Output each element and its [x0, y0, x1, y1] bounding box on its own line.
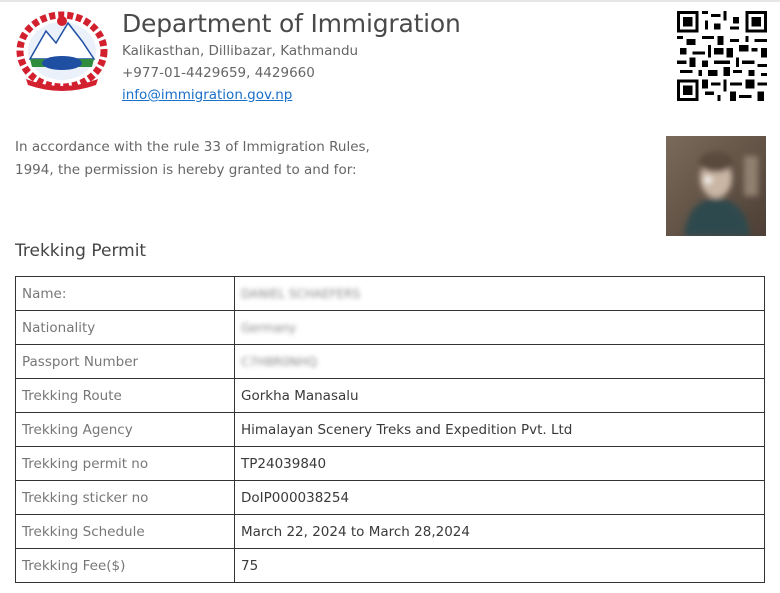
field-value: TP24039840: [235, 447, 765, 481]
applicant-photo: [666, 136, 766, 236]
table-row: [16, 311, 765, 345]
top-divider: [0, 0, 780, 2]
qr-code-icon: [677, 11, 767, 101]
field-value: 75: [235, 549, 765, 583]
section-title: Trekking Permit: [15, 241, 147, 261]
table-row: [16, 277, 765, 311]
intro-text: In accordance with the rule 33 of Immigration Rules, 1994, the permission is hereby granted to and for:: [15, 139, 370, 178]
field-value-redacted: Germany: [241, 320, 297, 335]
department-phone: +977-01-4429659, 4429660: [122, 65, 315, 81]
field-label: Trekking Route: [16, 379, 235, 413]
field-label: Passport Number: [16, 345, 235, 379]
nepal-emblem-icon: [16, 11, 108, 91]
department-header: [122, 8, 461, 106]
table-row: [16, 379, 765, 413]
field-label: Trekking sticker no: [16, 481, 235, 515]
table-row: [16, 413, 765, 447]
field-label: Trekking Schedule: [16, 515, 235, 549]
field-value-redacted: DANIEL SCHAEFERS: [241, 286, 361, 301]
field-value: Gorkha Manasalu: [235, 379, 765, 413]
field-label: Name:: [16, 277, 235, 311]
field-value-redacted: C7H8R0NHQ: [241, 354, 318, 369]
field-label: Trekking Fee($): [16, 549, 235, 583]
field-label: Trekking permit no: [16, 447, 235, 481]
table-row: [16, 481, 765, 515]
table-row: [16, 515, 765, 549]
table-row: [16, 447, 765, 481]
department-address: Kalikasthan, Dillibazar, Kathmandu: [122, 43, 359, 59]
field-value: DoIP000038254: [235, 481, 765, 515]
field-label: Trekking Agency: [16, 413, 235, 447]
department-email-link[interactable]: info@immigration.gov.np: [122, 87, 293, 103]
field-value: Himalayan Scenery Treks and Expedition Pvt. Ltd: [235, 413, 765, 447]
permit-details-table: [15, 276, 765, 583]
table-row: [16, 549, 765, 583]
table-row: [16, 345, 765, 379]
department-title: Department of Immigration: [122, 9, 461, 38]
field-label: Nationality: [16, 311, 235, 345]
field-value: March 22, 2024 to March 28,2024: [235, 515, 765, 549]
